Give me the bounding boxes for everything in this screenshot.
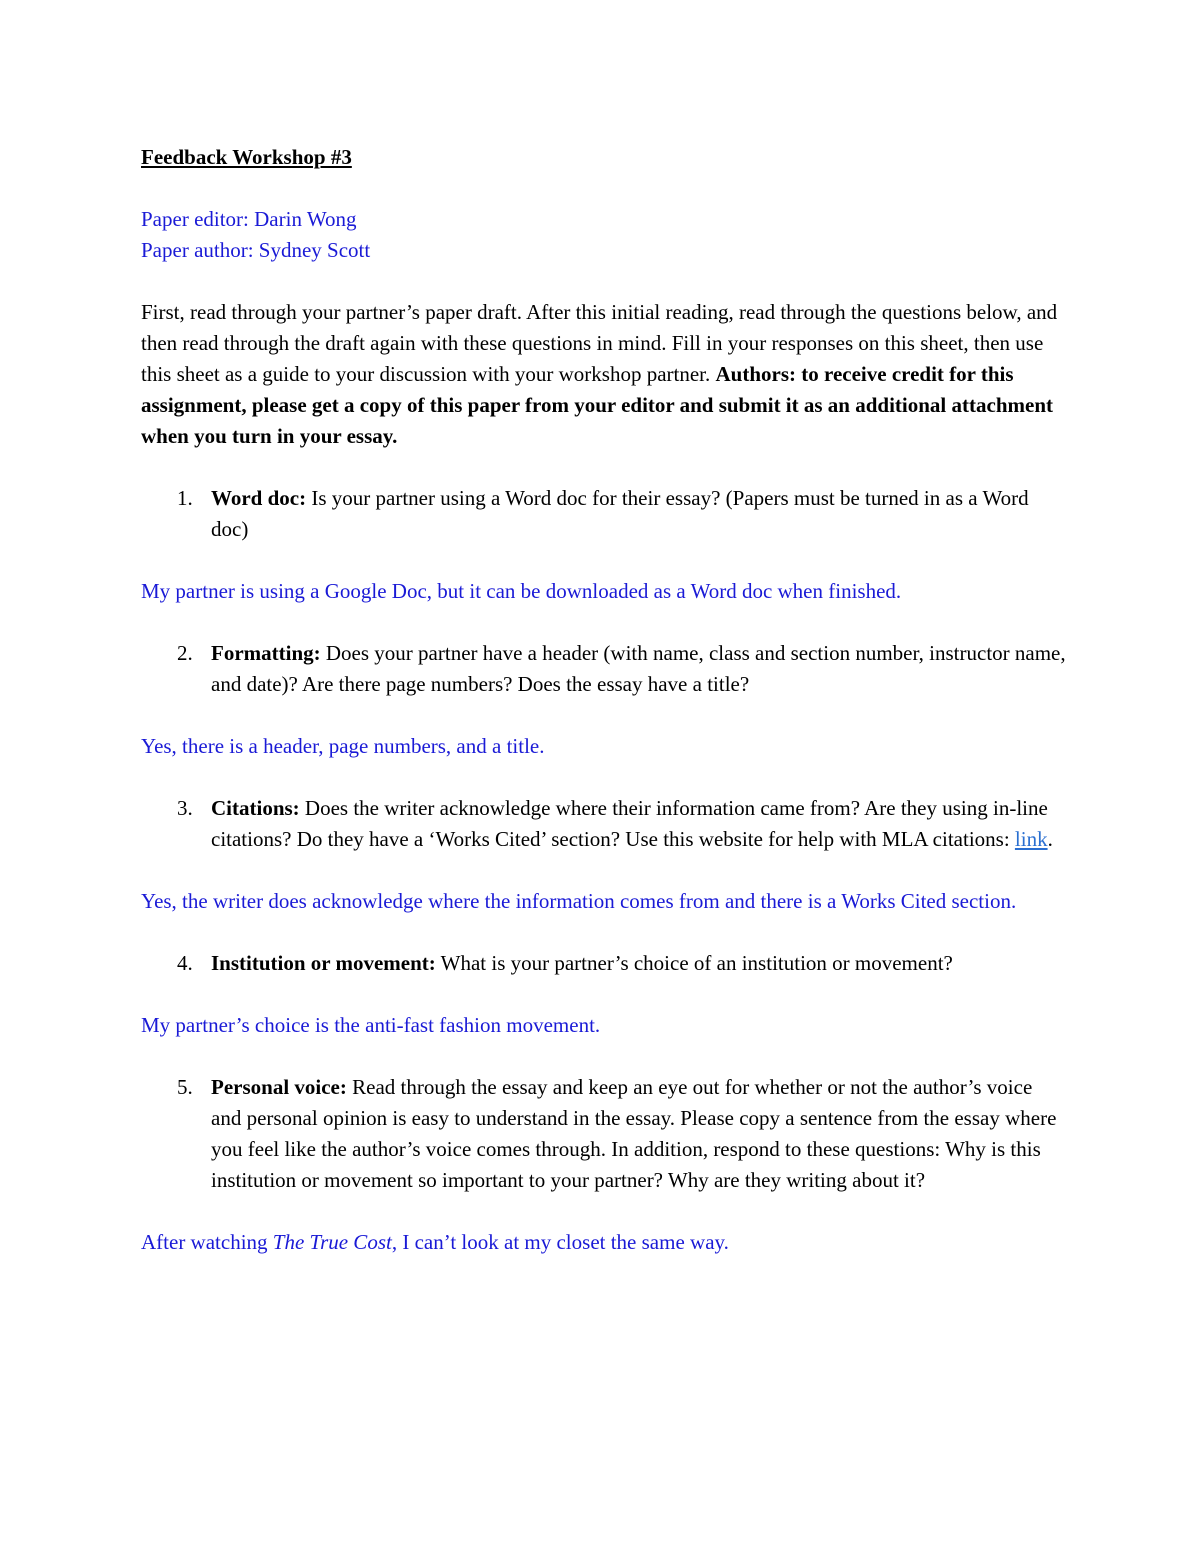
answer-2: Yes, there is a header, page numbers, and a title.	[141, 734, 545, 758]
answer-3: Yes, the writer does acknowledge where the information comes from and there is a Works Cited section.	[141, 889, 1017, 913]
question-1	[141, 483, 1066, 545]
question-text: Read through the essay and keep an eye out for whether or not the author’s voice and personal opinion is easy to understand in the essay. Please copy a sentence from the essay where you feel like the author’s voice comes through. In addition, respond to these questions: Why is this institution or movement so important to your partner? Why are they writing about it?	[211, 1075, 1057, 1192]
question-item	[141, 793, 1066, 917]
questions-list	[141, 483, 1066, 1258]
answer-4: My partner’s choice is the anti-fast fashion movement.	[141, 1013, 601, 1037]
answer-1: My partner is using a Google Doc, but it can be downloaded as a Word doc when finished.	[141, 579, 902, 603]
question-label: Formatting:	[211, 641, 321, 665]
question-label: Citations:	[211, 796, 300, 820]
question-item	[141, 483, 1066, 607]
question-label: Personal voice:	[211, 1075, 347, 1099]
intro-text: First, read through your partner’s paper draft. After this initial reading, read through the questions below, and then read through the draft again with these questions in mind. Fill in your responses on this sheet, then use this sheet as a guide to your discussion with your workshop partner.	[141, 300, 1058, 386]
mla-citations-link[interactable]: link	[1014, 827, 1048, 851]
answer-5-start: After watching	[141, 1230, 273, 1254]
question-label: Word doc:	[211, 486, 307, 510]
question-number: 3.	[177, 796, 193, 820]
document-page	[141, 142, 1066, 1258]
document-meta	[141, 204, 1066, 266]
question-item	[141, 948, 1066, 1041]
question-label: Institution or movement:	[211, 951, 436, 975]
question-item	[141, 638, 1066, 762]
document-title: Feedback Workshop #3	[141, 145, 352, 169]
question-2	[141, 638, 1066, 700]
question-text: What is your partner’s choice of an institution or movement?	[435, 951, 953, 975]
question-text: Does the writer acknowledge where their information came from? Are they using in-line citations? Do they have a ‘Works Cited’ section? Use this website for help with MLA citations:	[211, 796, 1048, 851]
question-number: 1.	[177, 486, 193, 510]
question-3	[141, 793, 1066, 855]
paper-author: Paper author: Sydney Scott	[141, 238, 371, 262]
question-5	[141, 1072, 1066, 1196]
film-title: The True Cost	[272, 1230, 392, 1254]
question-text: Is your partner using a Word doc for their essay? (Papers must be turned in as a Word doc)	[211, 486, 1029, 541]
paper-editor: Paper editor: Darin Wong	[141, 207, 357, 231]
answer-5	[141, 1227, 1066, 1258]
question-item	[141, 1072, 1066, 1258]
question-text: Does your partner have a header (with name, class and section number, instructor name, and date)? Are there page numbers? Does the essay have a title?	[211, 641, 1066, 696]
question-number: 2.	[177, 641, 193, 665]
intro-paragraph	[141, 297, 1066, 452]
question-text-end: .	[1047, 827, 1053, 851]
question-4	[141, 948, 1066, 979]
question-number: 5.	[177, 1075, 193, 1099]
answer-5-end: , I can’t look at my closet the same way.	[391, 1230, 729, 1254]
question-number: 4.	[177, 951, 193, 975]
intro-bold-note: Authors: to receive credit for this assignment, please get a copy of this paper from your editor and submit it as an additional attachment when you turn in your essay.	[141, 362, 1053, 448]
